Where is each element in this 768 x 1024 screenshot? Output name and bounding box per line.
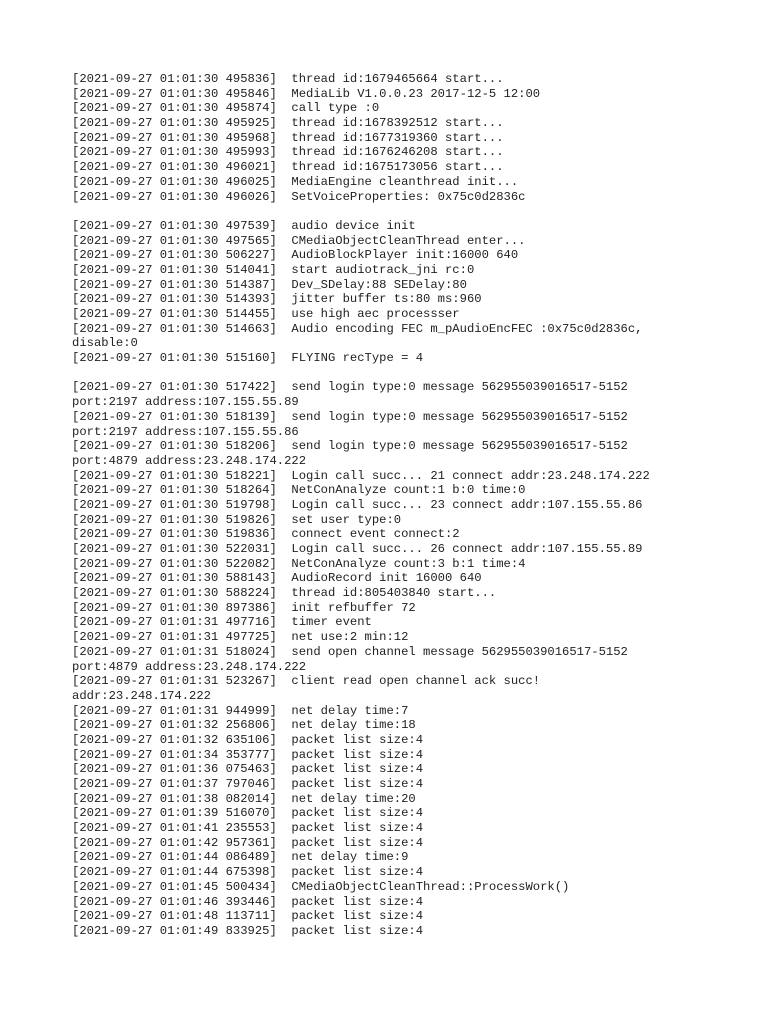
log-line: [2021-09-27 01:01:32 635106] packet list size:4 [72,732,424,747]
log-line: [2021-09-27 01:01:46 393446] packet list size:4 [72,894,424,909]
log-block [72,219,712,366]
log-line: [2021-09-27 01:01:30 519798] Login call succ... 23 connect addr:107.155.55.86 [72,497,643,512]
log-document [72,72,712,939]
log-line: [2021-09-27 01:01:34 353777] packet list size:4 [72,747,424,762]
log-line: [2021-09-27 01:01:30 518139] send login type:0 message 562955039016517-5152 [72,409,628,424]
log-line: [2021-09-27 01:01:30 495993] thread id:1676246208 start... [72,145,504,160]
log-line: [2021-09-27 01:01:30 514455] use high aec processser [72,307,460,321]
log-line: [2021-09-27 01:01:30 519826] set user type:0 [72,512,402,527]
log-line: [2021-09-27 01:01:30 514387] Dev_SDelay:88 SEDelay:80 [72,277,467,292]
log-line: [2021-09-27 01:01:30 518264] NetConAnalyze count:1 b:0 time:0 [72,483,526,498]
log-line: [2021-09-27 01:01:31 523267] client read open channel ack succ! [72,674,541,689]
block-separator [72,366,712,381]
log-line: [2021-09-27 01:01:30 519836] connect event connect:2 [72,527,460,542]
log-line: [2021-09-27 01:01:30 514393] jitter buffer ts:80 ms:960 [72,292,482,307]
log-line: [2021-09-27 01:01:30 495874] call type :0 [72,101,380,116]
log-line: [2021-09-27 01:01:31 944999] net delay time:7 [72,703,409,718]
log-line: port:2197 address:107.155.55.89 [72,395,299,410]
log-line: [2021-09-27 01:01:42 957361] packet list size:4 [72,835,424,850]
log-line: port:2197 address:107.155.55.86 [72,424,299,439]
log-line: [2021-09-27 01:01:45 500434] CMediaObjectCleanThread::ProcessWork() [72,879,570,894]
log-line: [2021-09-27 01:01:30 496025] MediaEngine cleanthread init... [72,174,519,189]
log-line: [2021-09-27 01:01:30 495846] MediaLib V1.0.0.23 2017-12-5 12:00 [72,86,541,101]
log-line: [2021-09-27 01:01:38 082014] net delay time:20 [72,791,416,806]
block-separator [72,204,712,219]
log-line: [2021-09-27 01:01:30 514663] Audio encoding FEC m_pAudioEncFEC :0x75c0d2836c, [72,321,643,336]
log-line: [2021-09-27 01:01:30 588143] AudioRecord init 16000 640 [72,571,482,586]
log-line: [2021-09-27 01:01:30 518206] send login type:0 message 562955039016517-5152 [72,439,628,454]
log-line: [2021-09-27 01:01:30 588224] thread id:805403840 start... [72,586,497,601]
log-line: [2021-09-27 01:01:30 497539] audio device init [72,218,416,233]
log-line: [2021-09-27 01:01:36 075463] packet list size:4 [72,762,424,777]
log-block [72,72,712,204]
log-line: [2021-09-27 01:01:30 495968] thread id:1677319360 start... [72,130,504,145]
log-line: [2021-09-27 01:01:31 518024] send open channel message 562955039016517-5152 [72,644,628,659]
log-line: [2021-09-27 01:01:31 497716] timer event [72,615,372,630]
log-line: port:4879 address:23.248.174.222 [72,659,307,674]
log-line: port:4879 address:23.248.174.222 [72,453,307,468]
log-line: [2021-09-27 01:01:30 496026] SetVoiceProperties: 0x75c0d2836c [72,189,526,204]
log-line: [2021-09-27 01:01:30 497565] CMediaObjectCleanThread enter... [72,233,526,248]
log-line: [2021-09-27 01:01:44 086489] net delay time:9 [72,850,409,865]
log-line: [2021-09-27 01:01:44 675398] packet list size:4 [72,865,424,880]
log-line: [2021-09-27 01:01:48 113711] packet list size:4 [72,909,424,924]
log-block [72,380,712,938]
log-line: [2021-09-27 01:01:37 797046] packet list size:4 [72,777,424,791]
log-line: [2021-09-27 01:01:32 256806] net delay time:18 [72,718,416,733]
log-line: [2021-09-27 01:01:30 495836] thread id:1679465664 start... [72,72,504,86]
log-line: [2021-09-27 01:01:30 897386] init refbuffer 72 [72,600,416,615]
log-line: [2021-09-27 01:01:49 833925] packet list size:4 [72,923,424,938]
log-line: [2021-09-27 01:01:30 522031] Login call succ... 26 connect addr:107.155.55.89 [72,542,643,556]
log-line: [2021-09-27 01:01:41 235553] packet list size:4 [72,821,424,836]
log-line: [2021-09-27 01:01:30 506227] AudioBlockPlayer init:16000 640 [72,248,519,263]
log-line: [2021-09-27 01:01:31 497725] net use:2 min:12 [72,630,409,645]
log-line: [2021-09-27 01:01:39 516070] packet list size:4 [72,806,424,821]
log-line: [2021-09-27 01:01:30 515160] FLYING recType = 4 [72,351,424,366]
log-line: [2021-09-27 01:01:30 517422] send login type:0 message 562955039016517-5152 [72,380,628,395]
log-line: [2021-09-27 01:01:30 496021] thread id:1675173056 start... [72,160,504,175]
log-line: [2021-09-27 01:01:30 522082] NetConAnalyze count:3 b:1 time:4 [72,556,526,571]
log-line: addr:23.248.174.222 [72,688,211,703]
log-line: [2021-09-27 01:01:30 495925] thread id:1678392512 start... [72,116,504,131]
log-line: [2021-09-27 01:01:30 514041] start audiotrack_jni rc:0 [72,262,475,277]
log-line: [2021-09-27 01:01:30 518221] Login call succ... 21 connect addr:23.248.174.222 [72,468,650,483]
log-line: disable:0 [72,336,138,351]
